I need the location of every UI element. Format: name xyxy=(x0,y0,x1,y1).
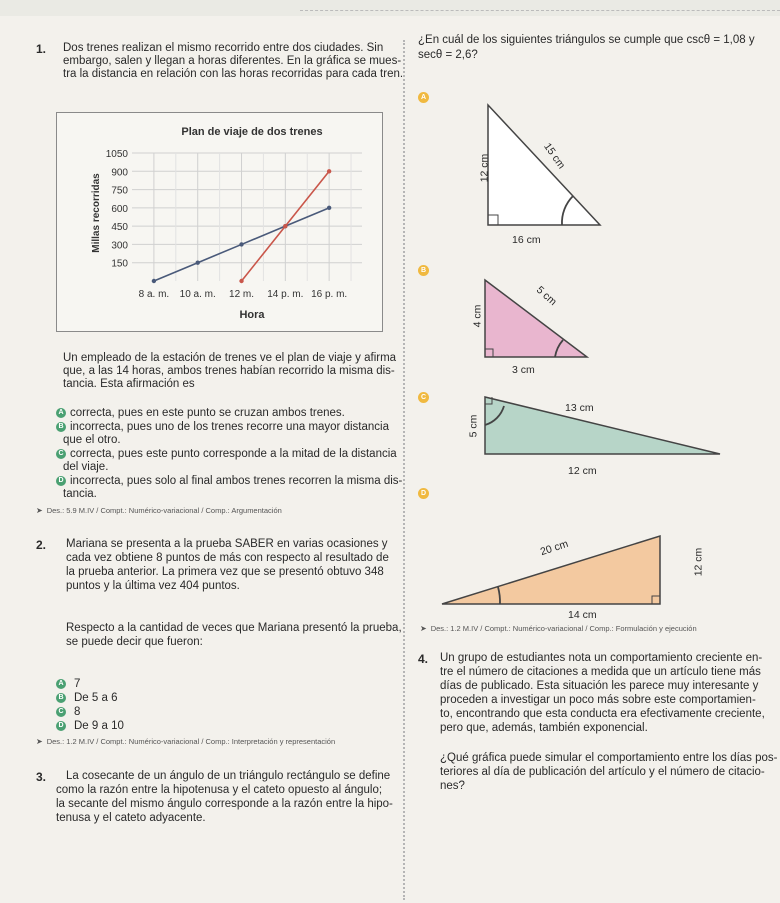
q1-option-d-dot[interactable]: D xyxy=(56,476,66,486)
q2-number: 2. xyxy=(36,538,47,552)
q3-line2: como la razón entre la hipotenusa y el cateto opuesto al ángulo; xyxy=(56,784,383,796)
train-chart xyxy=(57,113,384,333)
q2-option-b-dot[interactable]: B xyxy=(56,693,66,703)
chart-ytick-label: 750 xyxy=(111,185,128,197)
right-question-line1: ¿En cuál de los siguientes triángulos se cumple que cscθ = 1,08 y xyxy=(418,34,755,46)
q2-footnote xyxy=(36,737,335,746)
triangle-a-side-a: 12 cm xyxy=(478,153,491,183)
q1-option-c-dot[interactable]: C xyxy=(56,449,66,459)
chart-xtick-label: 10 a. m. xyxy=(179,289,216,300)
q4-question-line2: teriores al día de publicación del artículo y el número de citacio- xyxy=(440,766,765,778)
page-top-strip xyxy=(0,0,780,16)
q2-option-d-text[interactable]: De 9 a 10 xyxy=(74,720,124,732)
triangle-c-shape xyxy=(485,397,720,454)
chart-xtick-label: 12 m. xyxy=(229,289,255,300)
q2-line1: Mariana se presenta a la prueba SABER en varias ocasiones y xyxy=(66,538,388,550)
q4-question-line1: ¿Qué gráfica puede simular el comportamiento entre los días pos- xyxy=(440,752,778,764)
triangle-a-badge[interactable]: A xyxy=(418,92,429,103)
chart-ytick-label: 900 xyxy=(111,167,128,179)
top-dashed-line xyxy=(300,10,780,11)
triangle-a-hyp: 15 cm xyxy=(541,140,568,172)
q1-option-a-text[interactable]: correcta, pues en este punto se cruzan ambos trenes. xyxy=(70,407,345,419)
footnote-arrow-icon: ➤ xyxy=(420,624,427,633)
q2-option-c-text[interactable]: 8 xyxy=(74,706,81,718)
triangle-c-hyp: 13 cm xyxy=(565,402,594,414)
q1-option-d-text2[interactable]: tancia. xyxy=(63,488,97,500)
q1-option-b-dot[interactable]: B xyxy=(56,422,66,432)
q3-number: 3. xyxy=(36,770,47,784)
q2-line5: Respecto a la cantidad de veces que Mariana presentó la prueba, xyxy=(66,622,402,634)
triangle-d-side-a: 12 cm xyxy=(692,547,705,577)
q1-text-line3: tra la distancia en relación con las horas recorridas para cada tren. xyxy=(63,68,404,80)
q4-question-line3: nes? xyxy=(440,780,465,792)
triangle-d-hyp: 20 cm xyxy=(538,537,570,559)
chart-ytick-label: 1050 xyxy=(105,149,128,160)
chart-point-2 xyxy=(283,224,287,228)
q3-line4: tenusa y el cateto adyacente. xyxy=(56,812,206,824)
chart-xtick-label: 14 p. m. xyxy=(267,289,304,300)
footnote-arrow-icon: ➤ xyxy=(36,506,43,515)
q2-option-d-dot[interactable]: D xyxy=(56,721,66,731)
q1-option-b-text2[interactable]: que el otro. xyxy=(63,434,121,446)
q1-footnote xyxy=(36,506,282,515)
right-question-line2: secθ = 2,6? xyxy=(418,49,478,61)
triangle-a-shape xyxy=(488,105,600,225)
q1-after-line3: tancia. Esta afirmación es xyxy=(63,378,195,390)
q1-after-line1: Un empleado de la estación de trenes ve el plan de viaje y afirma xyxy=(63,352,397,364)
chart-ytick-label: 150 xyxy=(111,258,128,270)
chart-point-1 xyxy=(152,279,156,283)
q2-line3: la prueba anterior. La primera vez que se presentó obtuvo 348 xyxy=(66,566,384,578)
chart-point-1 xyxy=(239,242,243,246)
q1-option-a-dot[interactable]: A xyxy=(56,408,66,418)
q1-after-line2: que, a las 14 horas, ambos trenes habían recorrido la misma dis- xyxy=(63,365,395,377)
triangle-c-badge[interactable]: C xyxy=(418,392,429,403)
right-footnote-text: Des.: 1.2 M.IV / Compt.: Numérico-variacional / Comp.: Formulación y ejecución xyxy=(430,624,697,633)
q1-option-d-text[interactable]: incorrecta, pues solo al final ambos trenes recorren la misma dis- xyxy=(70,475,403,487)
q2-line6: se puede decir que fueron: xyxy=(66,636,203,648)
triangle-b-side-a: 4 cm xyxy=(471,304,484,328)
q4-line5: to, encontrando que esta conducta era efectivamente creciente, xyxy=(440,708,765,720)
q1-option-c-text2[interactable]: del viaje. xyxy=(63,461,109,473)
footnote-arrow-icon: ➤ xyxy=(36,737,43,746)
q4-line2: tre el número de citaciones a medida que un artículo tiene más xyxy=(440,666,761,678)
q4-line3: días de publicado. Esta situación les parece muy interesante y xyxy=(440,680,759,692)
q2-footnote-text: Des.: 1.2 M.IV / Compt.: Numérico-variacional / Comp.: Interpretación y representación xyxy=(46,737,336,746)
q1-text-line1: Dos trenes realizan el mismo recorrido entre dos ciudades. Sin xyxy=(63,42,384,54)
triangle-d-side-b: 14 cm xyxy=(568,609,597,621)
right-footnote xyxy=(420,624,697,633)
q2-option-a-text[interactable]: 7 xyxy=(74,678,81,690)
column-divider xyxy=(403,40,405,900)
chart-ylabel: Millas recorridas xyxy=(91,173,102,253)
triangle-a xyxy=(470,100,610,235)
triangle-c xyxy=(480,392,730,462)
q1-text-line2: embargo, salen y llegan a horas diferentes. En la gráfica se mues- xyxy=(63,55,402,67)
q3-line3: la secante del mismo ángulo corresponde a la razón entre la hipo- xyxy=(56,798,393,810)
chart-title: Plan de viaje de dos trenes xyxy=(181,126,323,138)
chart-xtick-label: 16 p. m. xyxy=(311,289,348,300)
triangle-c-side-b: 12 cm xyxy=(568,465,597,477)
q4-line6: pero que, además, también exponencial. xyxy=(440,722,648,734)
q4-line1: Un grupo de estudiantes nota un comportamiento creciente en- xyxy=(440,652,763,664)
q1-option-b-text[interactable]: incorrecta, pues uno de los trenes recorre una mayor distancia xyxy=(70,421,389,433)
q2-option-c-dot[interactable]: C xyxy=(56,707,66,717)
chart-point-2 xyxy=(327,169,331,173)
q1-footnote-text: Des.: 5.9 M.IV / Compt.: Numérico-variacional / Comp.: Argumentación xyxy=(46,506,282,515)
q1-number: 1. xyxy=(36,42,47,56)
chart-point-2 xyxy=(239,279,243,283)
train-chart-frame xyxy=(56,112,383,332)
triangle-d-badge[interactable]: D xyxy=(418,488,429,499)
q3-line1: La cosecante de un ángulo de un triángulo rectángulo se define xyxy=(66,770,391,782)
triangle-c-side-a: 5 cm xyxy=(467,414,480,438)
triangle-a-side-b: 16 cm xyxy=(512,234,541,246)
chart-xtick-label: 8 a. m. xyxy=(138,289,170,300)
chart-point-1 xyxy=(327,206,331,210)
q2-line2: cada vez obtiene 8 puntos de más con respecto al resultado de xyxy=(66,552,389,564)
chart-xlabel: Hora xyxy=(239,309,265,321)
q1-option-c-text[interactable]: correcta, pues este punto corresponde a la mitad de la distancia xyxy=(70,448,397,460)
q2-option-a-dot[interactable]: A xyxy=(56,679,66,689)
q2-option-b-text[interactable]: De 5 a 6 xyxy=(74,692,118,704)
chart-point-1 xyxy=(196,261,200,265)
triangle-b-side-b: 3 cm xyxy=(512,364,535,376)
q4-line4: proceden a investigar un poco más sobre este comportamien- xyxy=(440,694,756,706)
chart-ytick-label: 300 xyxy=(111,240,128,252)
chart-ytick-label: 450 xyxy=(111,222,128,234)
chart-ytick-label: 600 xyxy=(111,203,128,215)
q4-number: 4. xyxy=(418,652,429,666)
triangle-b-hyp: 5 cm xyxy=(533,283,559,309)
triangle-b-badge[interactable]: B xyxy=(418,265,429,276)
q2-line4: puntos y la última vez 404 puntos. xyxy=(66,580,240,592)
